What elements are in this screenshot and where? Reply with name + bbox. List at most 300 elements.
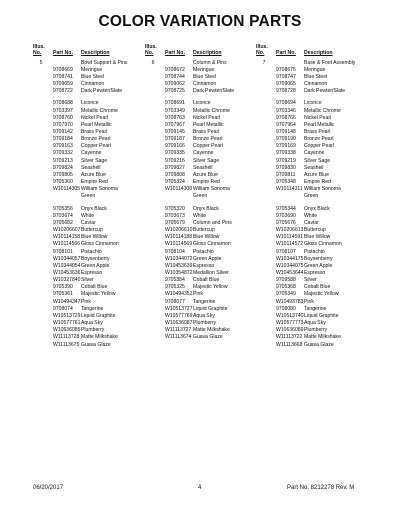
- table-row: [256, 206, 364, 213]
- part-description: Cobalt Blue: [81, 284, 108, 291]
- table-row: [145, 284, 253, 291]
- part-number: W10577773: [276, 320, 304, 327]
- part-number: 9705349: [276, 291, 296, 298]
- table-row: [256, 334, 364, 341]
- part-number: 9709065: [276, 81, 296, 88]
- part-description: Majestic Yellow: [193, 284, 228, 291]
- part-number: 9708672: [165, 66, 185, 73]
- part-number: 9709824: [53, 164, 73, 171]
- part-description: Bronze Pearl: [193, 136, 223, 143]
- table-row: [145, 206, 253, 213]
- part-number: [53, 193, 81, 200]
- part-description: Matte Milkshake: [304, 334, 341, 341]
- part-number: 9705348: [276, 179, 296, 186]
- part-number: W10494347: [53, 298, 81, 305]
- part-description: Licorice: [304, 100, 322, 107]
- part-number: W10114308: [165, 186, 193, 193]
- table-row: [256, 179, 364, 186]
- table-row: [33, 313, 141, 320]
- part-description: Guava Glaze: [193, 334, 223, 341]
- part-number: 9709808: [165, 171, 185, 178]
- table-row: [145, 234, 253, 241]
- part-description: Blue Steel: [193, 73, 217, 80]
- part-description: Green Apple: [304, 262, 333, 269]
- part-description: Caviar: [304, 219, 319, 226]
- part-number: W11113722: [276, 334, 303, 341]
- column-header: [33, 45, 141, 57]
- table-row: [33, 122, 141, 129]
- table-row: [145, 334, 253, 341]
- part-number: 9708077: [165, 298, 185, 305]
- part-description: Blue Willow: [193, 234, 220, 241]
- table-row: [256, 100, 364, 107]
- part-number: 9709335: [165, 150, 185, 157]
- part-description: Silver: [81, 277, 94, 284]
- table-row: [145, 327, 253, 334]
- part-number: 9705344: [276, 205, 296, 212]
- part-number: 9709213: [53, 157, 73, 164]
- part-description: Base & Foot Assembly: [304, 59, 356, 66]
- part-number: W10513727: [165, 305, 193, 312]
- table-row: [256, 299, 364, 306]
- part-number: W10577761: [53, 320, 81, 327]
- illus-number: 5: [39, 59, 43, 66]
- part-number: 9709059: [53, 81, 73, 88]
- part-description: Liquid Graphite: [304, 312, 339, 319]
- part-description: Metallic Chrome: [81, 107, 118, 114]
- table-row: [33, 100, 141, 107]
- part-description: Licorice: [81, 100, 99, 107]
- part-description: Cinnamon: [81, 81, 105, 88]
- part-number: W10114591: [276, 234, 304, 241]
- part-description: White: [304, 212, 318, 219]
- table-row: [33, 81, 141, 88]
- part-description: Azure Blue: [81, 171, 106, 178]
- part-description: Buttercup: [81, 227, 103, 234]
- part-description: Cayenne: [193, 150, 214, 157]
- part-number: W10344075: [276, 262, 304, 269]
- table-row: [145, 227, 253, 234]
- table-row: [145, 320, 253, 327]
- table-row: [256, 136, 364, 143]
- part-description: Pearl Metallic: [304, 121, 335, 128]
- description-header: Description: [193, 50, 222, 57]
- footer-part-number: Part No. 8212278 Rev. M: [287, 485, 355, 491]
- part-number: 9705679: [165, 219, 185, 226]
- part-description: Cinnamon: [193, 81, 217, 88]
- table-row: [256, 227, 364, 234]
- part-description: Empire Red: [81, 179, 108, 186]
- table-row: [145, 108, 253, 115]
- part-number: 9708741: [53, 73, 73, 80]
- part-description: Pink: [81, 298, 91, 305]
- table-row: [33, 74, 141, 81]
- part-description: Boysenberry: [81, 255, 110, 262]
- table-row: [256, 60, 364, 67]
- table-row: [256, 306, 364, 313]
- part-description: Green: [193, 193, 208, 200]
- part-description: Espresso: [193, 262, 215, 269]
- part-number: 9705682: [53, 219, 73, 226]
- part-number: 9709166: [165, 143, 185, 150]
- table-row: [256, 284, 364, 291]
- part-number: W10577769: [165, 312, 193, 319]
- table-row: [33, 270, 141, 277]
- part-number: 9708101: [53, 248, 73, 255]
- column-header: [145, 45, 253, 57]
- part-description: White: [81, 212, 95, 219]
- table-row: [145, 81, 253, 88]
- part-number: W10344054: [53, 262, 81, 269]
- part-number: W10344072: [165, 255, 193, 262]
- part-number: 9703673: [165, 212, 185, 219]
- table-row: [33, 213, 141, 220]
- part-number: W10453644: [276, 269, 304, 276]
- table-row: [145, 150, 253, 157]
- part-description: Green Apple: [193, 255, 222, 262]
- part-number: W10344057: [53, 255, 81, 262]
- part-description: White: [193, 212, 207, 219]
- part-description: Liquid Graphite: [81, 312, 116, 319]
- part-number: 9708074: [53, 305, 73, 312]
- description-header: Description: [81, 50, 110, 57]
- part-number: W10114188: [165, 234, 193, 241]
- part-description: Azure Blue: [193, 171, 218, 178]
- part-description: Aqua Sky: [81, 320, 103, 327]
- table-row: [145, 67, 253, 74]
- part-number: 9703690: [276, 212, 296, 219]
- table-row: [145, 115, 253, 122]
- part-description: Pearl Metallic: [193, 121, 224, 128]
- part-number: 9709142: [53, 129, 73, 135]
- parts-column-3: [256, 45, 364, 349]
- part-number: 9707967: [165, 121, 185, 128]
- part-description: Medallion Silver: [193, 269, 229, 276]
- table-row: [145, 179, 253, 186]
- part-description: William Sonoma: [193, 186, 230, 193]
- table-row: [145, 165, 253, 172]
- part-description: Majestic Yellow: [304, 291, 339, 298]
- part-number: 9708722: [53, 88, 73, 95]
- table-row: [33, 320, 141, 327]
- part-number: [165, 60, 193, 67]
- part-number: 9708766: [276, 114, 296, 121]
- part-description: Blue Steel: [81, 73, 105, 80]
- part-description: Column and Pins: [193, 219, 232, 226]
- table-row: [256, 108, 364, 115]
- part-description: Espresso: [304, 269, 326, 276]
- part-description: Pistachio: [193, 248, 214, 255]
- part-number: [53, 60, 81, 67]
- table-row: [256, 213, 364, 220]
- page-number: 4: [198, 485, 202, 491]
- part-number: W10206613: [276, 227, 304, 234]
- table-row: [145, 306, 253, 313]
- part-description: Seashell: [193, 164, 213, 171]
- table-row: [33, 342, 141, 349]
- part-number: 9708728: [276, 88, 296, 95]
- part-number: W11113675: [53, 341, 80, 348]
- part-number: [165, 193, 193, 200]
- part-number: 9709190: [276, 136, 296, 143]
- part-number: 9705356: [53, 205, 73, 212]
- part-description: Guava Glaze: [81, 341, 111, 348]
- part-description: Copper Pearl: [304, 143, 335, 150]
- part-description: William Sonoma: [304, 186, 341, 193]
- table-row: [256, 256, 364, 263]
- part-description: Gloss Cinnamon: [304, 241, 342, 248]
- part-description: Empire Red: [304, 179, 331, 186]
- page-title: COLOR VARIATION PARTS: [98, 13, 302, 30]
- table-row: [145, 172, 253, 179]
- table-row: [256, 313, 364, 320]
- footer-date: 06/20/2017: [33, 485, 64, 491]
- illus-header: Illus. No.: [145, 44, 157, 56]
- part-description: Bowl Support & Pins: [81, 59, 128, 66]
- part-number: 9708747: [276, 73, 296, 80]
- table-row: [33, 234, 141, 241]
- part-description: Gloss Cinnamon: [193, 241, 231, 248]
- part-description: Aqua Sky: [304, 320, 326, 327]
- part-number: 9708691: [165, 100, 185, 107]
- table-row: [145, 129, 253, 136]
- part-number: W10636087: [165, 320, 193, 327]
- part-description: Plumberry: [193, 320, 217, 327]
- table-row: [256, 115, 364, 122]
- table-row: [33, 165, 141, 172]
- table-row: [145, 291, 253, 298]
- table-row: [145, 270, 253, 277]
- part-description: Buttercup: [193, 227, 215, 234]
- part-description: Cobalt Blue: [304, 284, 331, 291]
- part-number: W10114158: [53, 234, 81, 241]
- table-row: [145, 263, 253, 270]
- table-row: [256, 277, 364, 284]
- table-row: [256, 234, 364, 241]
- part-description: Silver Sage: [81, 157, 108, 164]
- part-description: Matte Milkshake: [81, 334, 118, 341]
- part-number: 9709062: [165, 81, 185, 88]
- table-row: [256, 342, 364, 349]
- part-description: Meringue: [193, 66, 215, 73]
- table-row: [256, 158, 364, 165]
- description-header: Description: [304, 50, 333, 57]
- table-row: [256, 122, 364, 129]
- illus-header: Illus. No.: [256, 44, 268, 56]
- parts-list: [145, 60, 253, 342]
- part-description: Espresso: [81, 269, 103, 276]
- table-row: [256, 74, 364, 81]
- part-description: Cayenne: [304, 150, 325, 157]
- part-number: 9709219: [276, 157, 296, 164]
- part-description: Guava Glaze: [304, 341, 334, 348]
- part-number: 9708744: [165, 73, 185, 80]
- part-description: Tangerine: [193, 298, 216, 305]
- parts-column-1: [33, 45, 141, 349]
- part-description: Tangerine: [304, 305, 327, 312]
- part-description: Green: [304, 193, 319, 200]
- part-description: Dark Pewter/Slate: [304, 88, 346, 95]
- table-row: [33, 263, 141, 270]
- part-number: 9705676: [276, 219, 296, 226]
- part-description: Matte Milkshake: [193, 327, 230, 334]
- part-number: W10344175: [276, 255, 304, 262]
- part-number: 9709169: [276, 143, 296, 150]
- part-number: 9709588: [276, 277, 296, 284]
- table-row: [256, 165, 364, 172]
- part-number: 9705390: [53, 284, 73, 291]
- part-description: Pink: [304, 298, 314, 305]
- table-row: [256, 150, 364, 157]
- part-description: Onyx Black: [81, 205, 107, 212]
- table-row: [256, 320, 364, 327]
- part-number: 9705320: [165, 205, 185, 212]
- table-row: [256, 88, 364, 95]
- part-number: 9708688: [53, 100, 73, 107]
- part-description: Pistachio: [81, 248, 102, 255]
- part-description: Metallic Chrome: [193, 107, 230, 114]
- part-number: W10114305: [53, 186, 81, 193]
- part-number: W10114566: [53, 241, 81, 248]
- table-row: [256, 186, 364, 193]
- part-description: Green: [81, 193, 96, 200]
- part-description: Majestic Yellow: [81, 291, 116, 298]
- table-row: [145, 60, 253, 67]
- table-row: [256, 220, 364, 227]
- part-description: Tangerine: [81, 305, 104, 312]
- part-number: 9709187: [165, 136, 185, 143]
- part-description: Empire Red: [193, 179, 220, 186]
- part-description: Gloss Cinnamon: [81, 241, 119, 248]
- table-row: [256, 263, 364, 270]
- table-row: [256, 81, 364, 88]
- table-row: [256, 270, 364, 277]
- table-row: [145, 241, 253, 248]
- part-number: 9709184: [53, 136, 73, 143]
- part-number: 9705361: [53, 291, 73, 298]
- table-row: [33, 115, 141, 122]
- part-number: W10114569: [165, 241, 193, 248]
- table-row: [256, 143, 364, 150]
- table-row: [145, 213, 253, 220]
- part-number: 9705368: [276, 284, 296, 291]
- table-row: [145, 220, 253, 227]
- table-row: [145, 158, 253, 165]
- part-description: Column & Pins: [193, 59, 227, 66]
- part-number: 9708669: [53, 66, 73, 73]
- table-row: [33, 249, 141, 256]
- table-row: [145, 136, 253, 143]
- illus-number: 7: [262, 59, 266, 66]
- illus-header: Illus. No.: [33, 44, 45, 56]
- table-row: [256, 129, 364, 136]
- table-row: [145, 313, 253, 320]
- part-number: 9708760: [53, 114, 73, 121]
- part-description: Nickel Pearl: [193, 114, 221, 121]
- part-number: 9703349: [165, 107, 185, 114]
- table-row: [33, 256, 141, 263]
- table-row: [33, 334, 141, 341]
- table-row: [33, 284, 141, 291]
- part-description: Metallic Chrome: [304, 107, 341, 114]
- part-description: Pink: [193, 291, 203, 298]
- part-description: Plumberry: [304, 327, 328, 334]
- table-row: [256, 327, 364, 334]
- part-no-header: Part No.: [276, 50, 296, 57]
- part-description: Aqua Sky: [193, 312, 215, 319]
- part-description: Green Apple: [81, 262, 110, 269]
- part-number: 9708725: [165, 88, 185, 95]
- part-description: Blue Willow: [304, 234, 331, 241]
- parts-column-2: [145, 45, 253, 342]
- part-number: 9708104: [165, 248, 185, 255]
- part-description: Silver Sage: [193, 157, 220, 164]
- part-number: 9703397: [53, 107, 73, 114]
- part-description: Licorice: [193, 100, 211, 107]
- part-number: 9708694: [276, 100, 296, 107]
- part-number: W10114311: [276, 186, 303, 193]
- part-no-header: Part No.: [165, 50, 185, 57]
- table-row: [145, 249, 253, 256]
- part-description: Silver: [304, 277, 317, 284]
- table-row: [33, 179, 141, 186]
- part-description: Brass Pearl: [304, 129, 331, 135]
- part-description: Pistachio: [304, 248, 325, 255]
- part-number: 9709338: [276, 150, 296, 157]
- part-description: Nickel Pearl: [304, 114, 332, 121]
- part-number: 9709216: [165, 157, 185, 164]
- table-row: [33, 241, 141, 248]
- part-number: 9705324: [165, 179, 185, 186]
- part-number: W10513740: [276, 312, 304, 319]
- part-description: Seashell: [304, 164, 324, 171]
- part-number: 9707970: [53, 121, 73, 128]
- part-number: 9703346: [276, 107, 296, 114]
- parts-list: [33, 60, 141, 349]
- table-row: [33, 143, 141, 150]
- part-description: Cinnamon: [304, 81, 328, 88]
- part-description: Pearl Metallic: [81, 121, 112, 128]
- part-description: Bronze Pearl: [81, 136, 111, 143]
- part-number: 9708763: [165, 114, 185, 121]
- table-row: [145, 74, 253, 81]
- part-number: W10453636: [53, 269, 81, 276]
- illus-number: 6: [151, 59, 155, 66]
- table-row: [145, 122, 253, 129]
- part-number: 9708107: [276, 248, 296, 255]
- part-number: W10636089: [276, 327, 304, 334]
- part-number: 9707964: [276, 121, 296, 128]
- table-row: [33, 306, 141, 313]
- part-description: Copper Pearl: [81, 143, 112, 150]
- table-row: [33, 136, 141, 143]
- table-row: [145, 143, 253, 150]
- table-row: [145, 88, 253, 95]
- table-row: [33, 158, 141, 165]
- table-row: [145, 100, 253, 107]
- table-row: [145, 186, 253, 193]
- column-header: [256, 45, 364, 57]
- part-number: W10354872: [165, 269, 193, 276]
- part-description: Dark Pewter/Slate: [81, 88, 123, 95]
- part-number: 9709163: [53, 143, 73, 150]
- table-row: [256, 172, 364, 179]
- table-row: [33, 186, 141, 193]
- table-row: [33, 172, 141, 179]
- part-number: 9709805: [53, 171, 73, 178]
- part-number: W10206607: [53, 227, 81, 234]
- table-row: [33, 327, 141, 334]
